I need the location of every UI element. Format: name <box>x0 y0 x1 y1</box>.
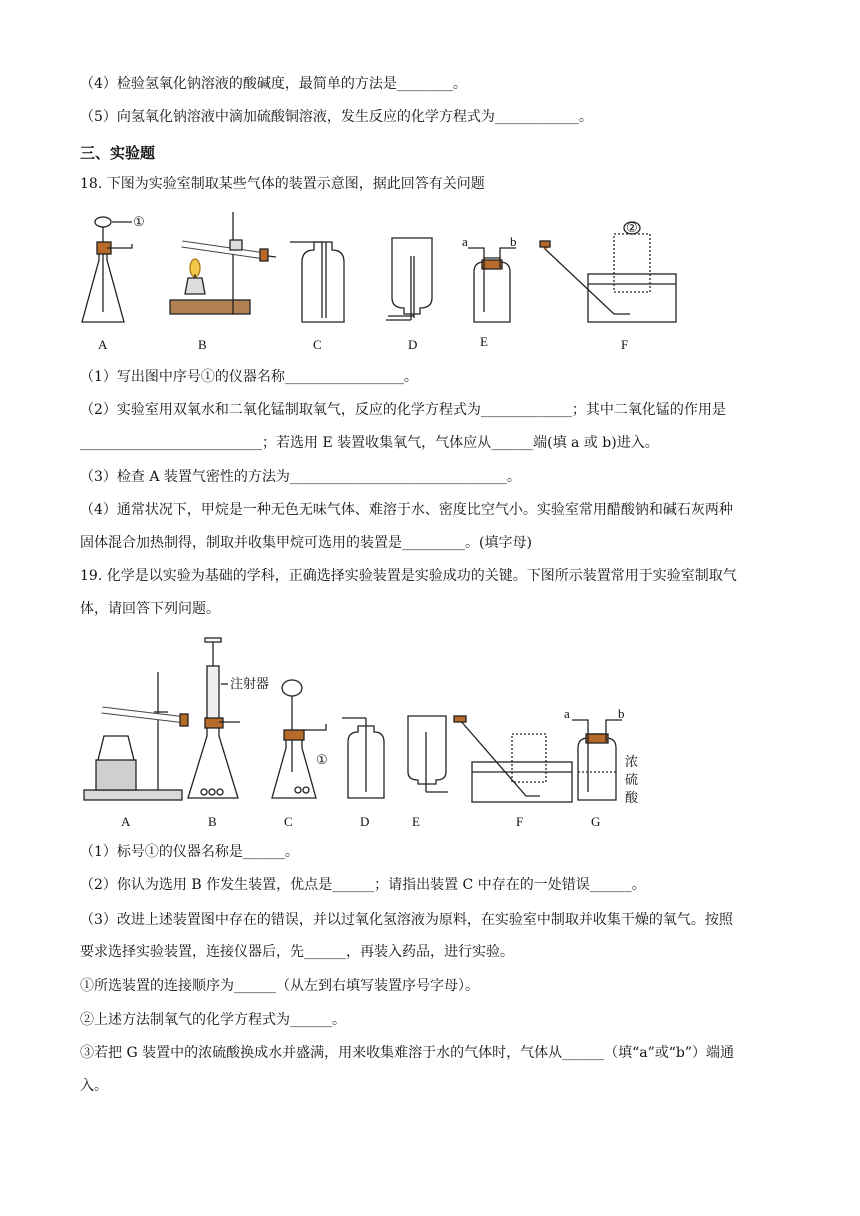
q19-part3-item3-line1: ③若把 G 装置中的浓硫酸换成水并盛满，用来收集难溶于水的气体时，气体从______（填“a”或“b”）端通 <box>80 1045 735 1061</box>
fig19-label-d: D <box>360 814 370 829</box>
apparatus-c-bottle <box>290 242 344 322</box>
apparatus-c-flask <box>272 680 326 798</box>
fig19-label-b: B <box>208 814 217 829</box>
q19-part3-item2: ②上述方法制氧气的化学方程式为______。 <box>80 1012 346 1028</box>
fig19-acid-char-1: 浓 <box>625 755 639 770</box>
q19-part3-line2: 要求选择实验装置，连接仪器后，先______，再装入药品，进行实验。 <box>80 944 514 960</box>
fig19-port-b: b <box>618 706 625 721</box>
q18-stem: 18. 下图为实验室制取某些气体的装置示意图，据此回答有关问题 <box>80 176 485 192</box>
q19-part3-item3-line2: 入。 <box>80 1078 108 1094</box>
q19-stem-line2: 体，请回答下列问题。 <box>80 601 220 617</box>
apparatus-d-bottle <box>342 718 384 798</box>
q19-part2: （2）你认为选用 B 作发生装置，优点是______；请指出装置 C 中存在的一处错误______。 <box>80 877 646 893</box>
fig19-marker-1: ① <box>316 752 328 767</box>
fig19-label-g: G <box>591 814 601 829</box>
q18-part4-line2: 固体混合加热制得，制取并收集甲烷可选用的装置是_________。(填字母) <box>80 535 532 551</box>
fig18-port-a: a <box>462 234 468 249</box>
q19-apparatus-figure <box>76 632 666 832</box>
fig18-label-e: E <box>480 334 488 349</box>
fig18-label-b: B <box>198 337 207 352</box>
q18-part4-line1: （4）通常状况下，甲烷是一种无色无味气体、难溶于水、密度比空气小。实验室常用醋酸钠和碱石灰两种 <box>80 502 733 518</box>
apparatus-b-heating <box>170 212 276 314</box>
apparatus-f-trough <box>540 222 676 322</box>
fig18-marker-1: ① <box>133 214 145 229</box>
q18-part2-line2: __________________________；若选用 E 装置收集氧气，气体应从______端(填 a 或 b)进入。 <box>80 435 659 451</box>
q18-part3: （3）检查 A 装置气密性的方法为_______________________________。 <box>80 469 521 485</box>
fig19-port-a: a <box>564 706 570 721</box>
fig19-acid-char-3: 酸 <box>625 791 639 806</box>
q18-part2-line1: （2）实验室用双氧水和二氧化锰制取氧气，反应的化学方程式为_____________；其中二氧化锰的作用是 <box>80 402 726 418</box>
q17-part4: （4）检验氢氧化钠溶液的酸碱度，最简单的方法是________。 <box>80 76 467 92</box>
fig18-label-a: A <box>98 337 108 352</box>
q19-part3-item1: ①所选装置的连接顺序为______（从左到右填写装置序号字母）。 <box>80 978 479 994</box>
q19-stem-line1: 19. 化学是以实验为基础的学科，正确选择实验装置是实验成功的关键。下图所示装置常用于实验室制取气 <box>80 568 737 584</box>
fig19-label-f: F <box>516 814 524 829</box>
apparatus-a-flask <box>82 217 132 322</box>
apparatus-a-heating <box>84 672 188 800</box>
fig19-acid-char-2: 硫 <box>625 773 639 788</box>
q17-part5: （5）向氢氧化钠溶液中滴加硫酸铜溶液，发生反应的化学方程式为____________。 <box>80 109 593 125</box>
q18-apparatus-figure <box>70 204 710 354</box>
fig19-label-e: E <box>412 814 420 829</box>
fig19-label-c: C <box>284 814 293 829</box>
apparatus-e-bottle <box>468 248 516 322</box>
fig19-label-a: A <box>121 814 131 829</box>
fig18-label-d: D <box>408 337 418 352</box>
q18-part1: （1）写出图中序号①的仪器名称_________________。 <box>80 369 418 385</box>
section-heading: 三、实验题 <box>80 144 156 162</box>
fig18-marker-2: ② <box>626 220 638 235</box>
apparatus-e-bottle <box>408 716 448 792</box>
apparatus-g-bottle <box>572 720 622 800</box>
apparatus-f-trough <box>454 716 572 802</box>
q19-part3-line1: （3）改进上述装置图中存在的错误，并以过氧化氢溶液为原料，在实验室中制取并收集干燥的氧气。按照 <box>80 912 733 928</box>
fig18-label-f: F <box>621 337 629 352</box>
apparatus-d-bottle <box>386 238 432 320</box>
apparatus-b-flask-syringe <box>188 638 240 798</box>
q19-part1: （1）标号①的仪器名称是______。 <box>80 844 299 860</box>
fig18-port-b: b <box>510 234 517 249</box>
fig18-label-c: C <box>313 337 322 352</box>
fig19-syringe-label: 注射器 <box>230 677 270 692</box>
